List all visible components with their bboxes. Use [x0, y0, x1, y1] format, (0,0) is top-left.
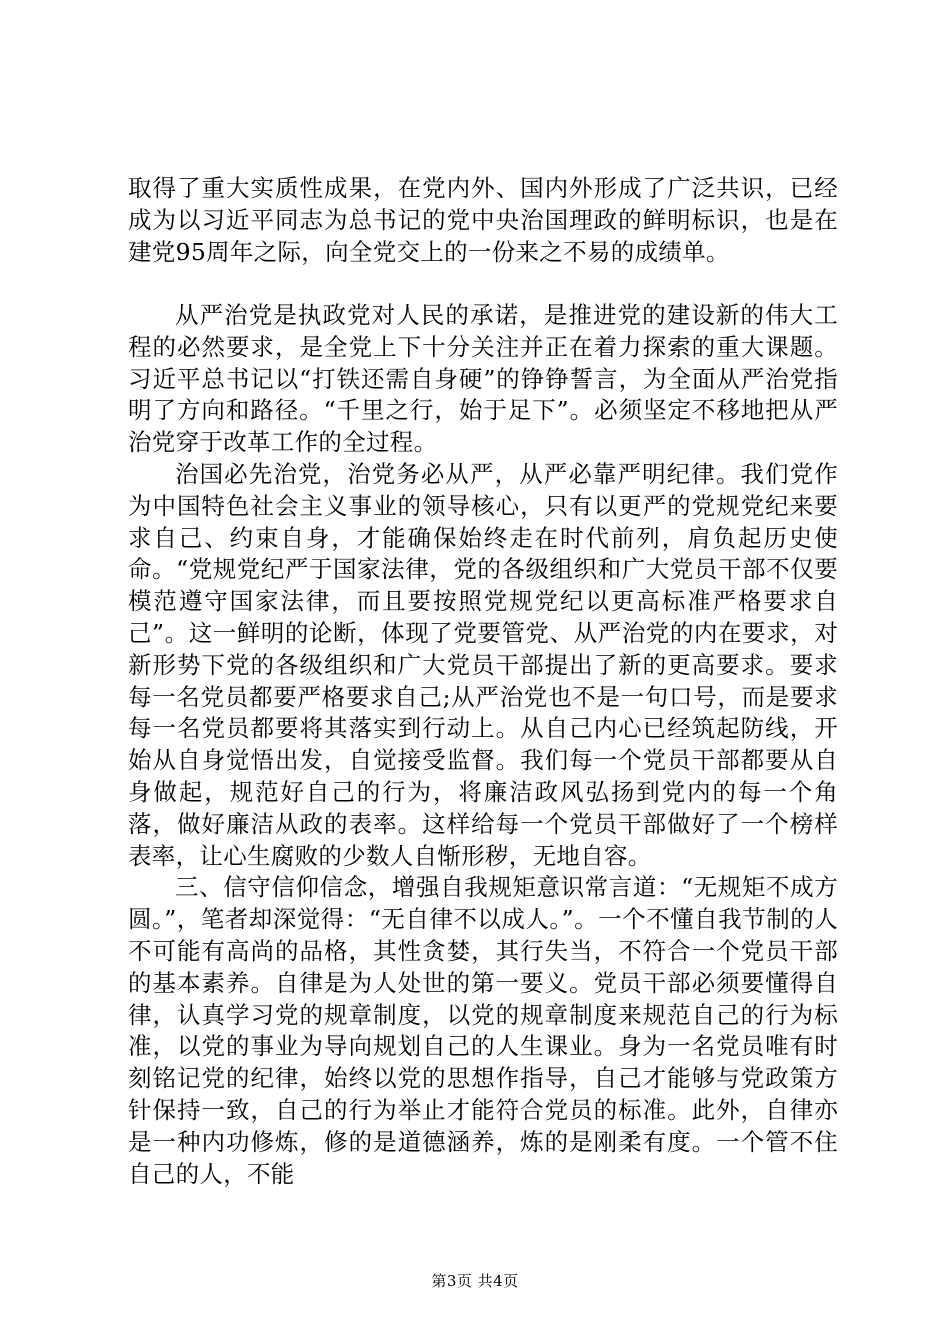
body-paragraph-strict-governance: 从严治党是执政党对人民的承诺，是推进党的建设新的伟大工程的必然要求，是全党上下十分关注并正在着力探索的重大课题。习近平总书记以“打铁还需自身硬”的铮铮誓言，为全面从严治党指明了方向和路径。“千里之行，始于足下”。必须坚定不移地把从严治党穿于改革工作的全过程。 [128, 301, 838, 457]
body-paragraphs-block [128, 300, 838, 1190]
body-paragraph-party-discipline: 治国必先治党，治党务必从严，从严必靠严明纪律。我们党作为中国特色社会主义事业的领导核心，只有以更严的党规党纪来要求自己、约束自身，才能确保始终走在时代前列，肩负起历史使命。“党规党纪严于国家法律，党的各级组织和广大党员干部不仅要模范遵守国家法律，而且要按照党规党纪以更高标准严格要求自己”。这一鲜明的论断，体现了党要管党、从严治党的内在要求，对新形势下党的各级组织和广大党员干部提出了新的更高要求。要求每一名党员都要严格要求自己;从严治党也不是一句口号，而是要求每一名党员都要将其落实到行动上。从自己内心已经筑起防线，开始从自身觉悟出发，自觉接受监督。我们每一个党员干部都要从自身做起，规范好自己的行为，将廉洁政风弘扬到党内的每一个角落，做好廉洁从政的表率。这样给每一个党员干部做好了一个榜样表率，让心生腐败的少数人自惭形秽，无地自容。 [128, 459, 838, 870]
intro-paragraph: 取得了重大实质性成果，在党内外、国内外形成了广泛共识，已经成为以习近平同志为总书记的党中央治国理政的鲜明标识，也是在建党95周年之际，向全党交上的一份来之不易的成绩单。 [128, 174, 838, 266]
body-paragraph-self-discipline: 三、信守信仰信念，增强自我规矩意识常言道：“无规矩不成方圆。”，笔者却深觉得：“无自律不以成人。”。一个不懂自我节制的人不可能有高尚的品格，其性贪婪，其行失当，不符合一个党员干部的基本素养。自律是为人处世的第一要义。党员干部必须要懂得自律，认真学习党的规章制度，以党的规章制度来规范自己的行为标准，以党的事业为导向规划自己的人生课业。身为一名党员唯有时刻铭记党的纪律，始终以党的思想作指导，自己才能够与党政策方针保持一致，自己的行为举止才能符合党员的标准。此外，自律亦是一种内功修炼，修的是道德涵养，炼的是刚柔有度。一个管不住自己的人，不能 [128, 873, 838, 1188]
page-number-footer: 第3页 共4页 [431, 1272, 519, 1290]
intro-paragraph-block [128, 173, 838, 268]
